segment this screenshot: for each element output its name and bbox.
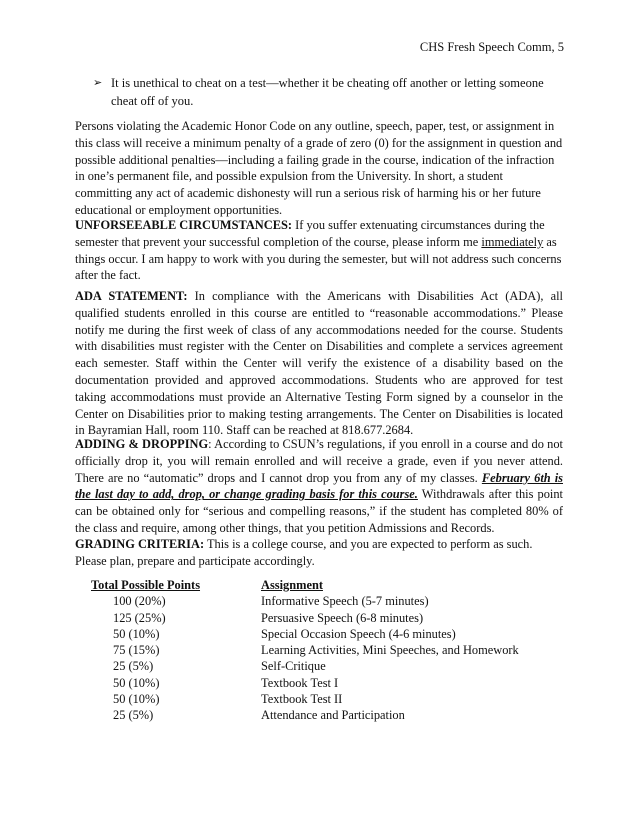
points-cell: 75 (15%) [113,643,160,658]
points-cell: 50 (10%) [113,675,160,690]
assignment-cell: Informative Speech (5-7 minutes) [261,594,429,609]
adding-dropping-heading: ADDING & DROPPING [75,437,209,451]
assignment-column-header: Assignment [261,578,323,592]
table-row [91,691,561,707]
unforeseeable-text-2: as things occur. I am happy to work with you during the semester, but will not address such concerns after the fact. [75,234,562,283]
points-cell: 50 (10%) [113,626,160,641]
unforeseeable-text-1: If you suffer extenuating circumstances during the semester that prevent your successful completion of the course, please inform me [75,218,545,249]
assignment-cell: Persuasive Speech (6-8 minutes) [261,610,424,625]
points-cell: 25 (5%) [113,708,154,723]
adding-dropping-paragraph [75,436,563,537]
assignment-cell: Self-Critique [261,659,326,674]
points-cell: 125 (25%) [113,610,166,625]
table-row [91,593,561,609]
points-column-header: Total Possible Points [91,578,201,592]
arrow-bullet-icon: ➢ [93,77,103,89]
honor-code-paragraph [75,118,563,219]
ada-heading: ADA STATEMENT: [75,289,188,303]
points-cell: 25 (5%) [113,659,154,674]
table-header-row [91,577,561,593]
immediately-emphasis: immediately [481,234,544,249]
running-header: CHS Fresh Speech Comm, 5 [419,40,564,54]
assignment-cell: Learning Activities, Mini Speeches, and Homework [261,643,519,658]
cheating-bullet [93,74,563,110]
unforeseeable-heading: UNFORSEEABLE CIRCUMSTANCES: [75,218,292,232]
table-row [91,707,561,723]
adding-dropping-text-1: : According to CSUN’s regulations, if you enroll in a course and do not officially drop it, you will remain enrolled and will receive a grade, even if you never attend. There are no “automatic” drops and I cannot drop you from any of my classes. [75,437,563,485]
table-row [91,642,561,658]
table-row [91,658,561,674]
points-cell: 100 (20%) [113,594,166,609]
points-table [91,577,561,724]
grading-heading: GRADING CRITERIA: [75,537,205,551]
ada-text: In compliance with the Americans with Disabilities Act (ADA), all qualified students enrolled in this course are entitled to “reasonable accommodations.” Please notify me during the first week of class of any accommodations needed for the course. Students with disabilities must register with the Center on Disabilities and complete a services agreement each semester. Staff within the Center will verify the existence of a disability based on the documentation provided and approved accommodations. Students who are approved for test taking accommodations must provide an Alternative Testing Form signed by a counselor in the Center on Disabilities prior to making testing arrangements. The Center on Disabilities is located in Bayramian Hall, room 110. Staff can be reached at 818.677.2684. [75,289,563,438]
table-row [91,610,561,626]
ada-paragraph [75,288,563,439]
table-row [91,675,561,691]
deadline-notice: February 6th is the last day to add, drop, or change grading basis for this course. [75,470,563,502]
grading-text: This is a college course, and you are expected to perform as such. Please plan, prepare and participate accordingly. [75,537,533,568]
honor-code-text: Persons violating the Academic Honor Code on any outline, speech, paper, test, or assignment in this class will receive a minimum penalty of a grade of zero (0) for the assignment in question and possible additional penalties—including a failing grade in the course, indication of the infraction in one’s permanent file, and possible expulsion from the University. In short, a student committing any act of academic dishonesty will run a serious risk of harming his or her future educational or employment opportunities. [75,119,563,217]
unforeseeable-paragraph [75,217,563,284]
assignment-cell: Textbook Test I [261,675,339,690]
assignment-cell: Textbook Test II [261,692,343,707]
assignment-cell: Attendance and Participation [261,708,405,723]
assignment-cell: Special Occasion Speech (4-6 minutes) [261,626,456,641]
bullet-text: It is unethical to cheat on a test—whether it be cheating off another or letting someone cheat off of you. [111,76,544,108]
points-cell: 50 (10%) [113,692,160,707]
grading-paragraph [75,536,563,570]
table-row [91,626,561,642]
adding-dropping-text-2: Withdrawals after this point can be obtained only for “serious and compelling reasons,” if the student has completed 80% of the class and require, among other things, that you petition Admissions and Records. [75,487,563,535]
